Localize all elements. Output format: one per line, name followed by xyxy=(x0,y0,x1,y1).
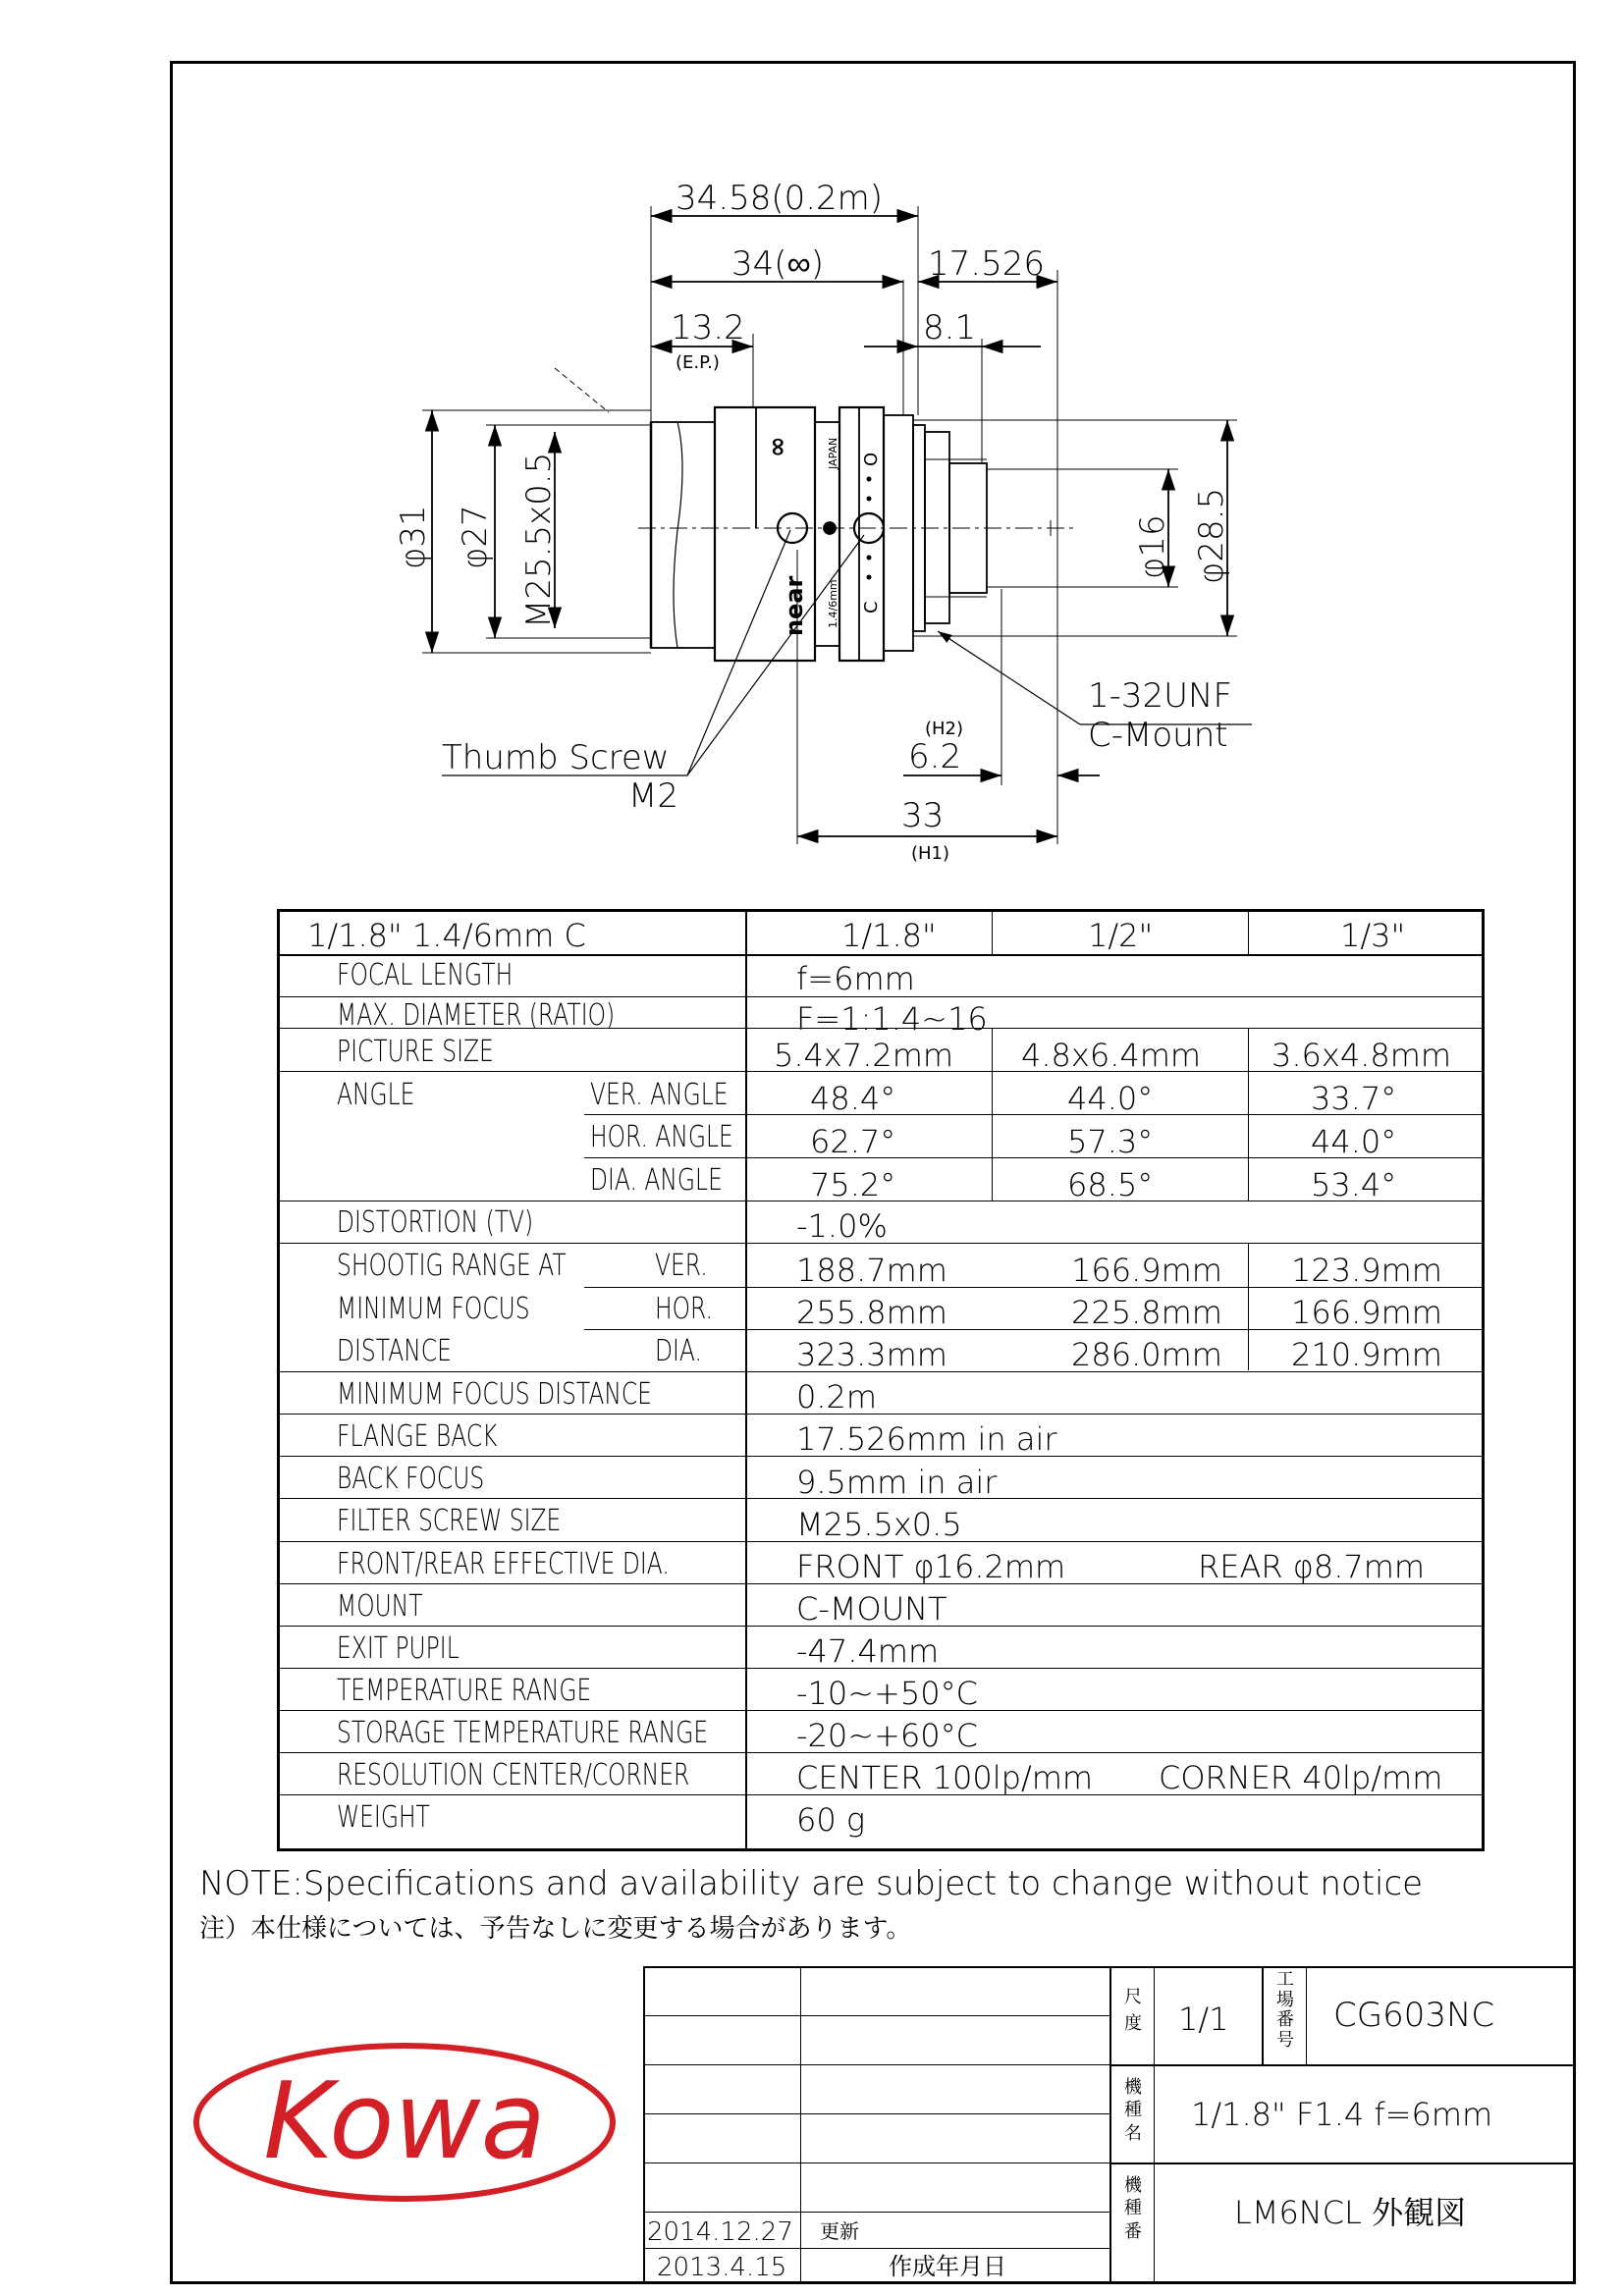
dim-phi16: φ16 xyxy=(1133,514,1172,579)
pic-1-3: 3.6x4.8mm xyxy=(1271,1037,1452,1074)
dim-8-1: 8.1 xyxy=(923,308,977,347)
srv-1-2: 166.9mm xyxy=(1071,1252,1222,1289)
dia-1-2: 68.5° xyxy=(1067,1166,1154,1203)
focal-label: FOCAL LENGTH xyxy=(337,958,514,992)
pic-1-2: 4.8x6.4mm xyxy=(1021,1037,1202,1074)
ver-1-3: 33.7° xyxy=(1311,1080,1397,1117)
ver-1-2: 44.0° xyxy=(1067,1080,1154,1117)
pic-label: PICTURE SIZE xyxy=(337,1035,494,1069)
near-mark: near xyxy=(781,575,808,636)
dia-angle-label: DIA. ANGLE xyxy=(590,1163,723,1198)
fs-value: M25.5x0.5 xyxy=(796,1506,962,1543)
stor-label: STORAGE TEMPERATURE RANGE xyxy=(337,1716,709,1750)
aperture-mark: 1.4/6mm xyxy=(827,579,839,628)
focal-value: f=6mm xyxy=(796,960,915,997)
note-japanese: 注）本仕様については、予告なしに変更する場合があります。 xyxy=(199,1914,912,1944)
ver-1-1-8: 48.4° xyxy=(810,1080,896,1117)
dim-13-2: 13.2 xyxy=(671,308,745,347)
factory-value: CG603NC xyxy=(1333,1996,1495,2035)
fb-label: FLANGE BACK xyxy=(337,1419,498,1454)
date-updated-label: 更新 xyxy=(820,2219,859,2243)
angle-label: ANGLE xyxy=(337,1078,415,1112)
dim-ep: (E.P.) xyxy=(676,352,720,373)
dim-17-526: 17.526 xyxy=(928,244,1045,284)
dim-c-mount: C-Mount xyxy=(1088,716,1228,755)
srh-1-1-8: 255.8mm xyxy=(796,1294,947,1331)
model-value: 1/1.8" F1.4 f=6mm xyxy=(1191,2096,1493,2133)
shoot-range-label-2: MINIMUM FOCUS xyxy=(337,1292,530,1326)
srh-1-3: 166.9mm xyxy=(1291,1294,1442,1331)
scale-label: 尺度 xyxy=(1124,1987,1142,2034)
title-block xyxy=(643,1966,1576,2284)
dim-m25: M25.5x0.5 xyxy=(519,452,559,628)
kowa-logo xyxy=(191,2042,619,2204)
fr-rear-value: REAR φ8.7mm xyxy=(1198,1548,1426,1585)
sr-hor-label: HOR. xyxy=(655,1292,713,1326)
number-label: 機種番 xyxy=(1124,2175,1142,2242)
bf-label: BACK FOCUS xyxy=(337,1462,485,1496)
ver-angle-label: VER. ANGLE xyxy=(590,1078,729,1112)
stor-value: -20~+60°C xyxy=(796,1717,978,1754)
infinity-mark: ∞ xyxy=(763,436,792,457)
header-1-3: 1/3" xyxy=(1340,917,1406,954)
dim-h1: (H1) xyxy=(911,843,950,864)
hor-1-3: 44.0° xyxy=(1311,1123,1397,1160)
o-mark: O xyxy=(861,452,882,466)
weight-value: 60 g xyxy=(796,1801,866,1839)
dia-1-3: 53.4° xyxy=(1311,1166,1397,1203)
weight-label: WEIGHT xyxy=(337,1800,430,1835)
mount-label: MOUNT xyxy=(337,1589,423,1624)
date-updated: 2014.12.27 xyxy=(647,2217,793,2247)
mount-value: C-MOUNT xyxy=(796,1590,947,1628)
dim-h2: (H2) xyxy=(925,719,964,739)
srv-1-3: 123.9mm xyxy=(1291,1252,1442,1289)
shoot-range-label-1: SHOOTIG RANGE AT xyxy=(337,1249,567,1283)
hor-angle-label: HOR. ANGLE xyxy=(590,1120,733,1154)
header-1-2: 1/2" xyxy=(1088,917,1154,954)
sr-ver-label: VER. xyxy=(655,1249,708,1283)
distortion-value: -1.0% xyxy=(796,1207,888,1245)
distortion-label: DISTORTION (TV) xyxy=(337,1205,534,1240)
date-created-label: 作成年月日 xyxy=(889,2253,1006,2280)
mfd-value: 0.2m xyxy=(796,1378,878,1415)
factory-label: 工場番号 xyxy=(1276,1969,1294,2052)
dia-1-1-8: 75.2° xyxy=(810,1166,896,1203)
res-label: RESOLUTION CENTER/CORNER xyxy=(337,1758,690,1792)
logo-text: Kowa xyxy=(263,2060,546,2183)
c-mark: C xyxy=(861,601,882,614)
note-english: NOTE:Specifications and availability are subject to change without notice xyxy=(199,1864,1424,1903)
japan-mark: JAPAN xyxy=(827,437,839,469)
dim-1-32unf: 1-32UNF xyxy=(1088,676,1233,716)
bf-value: 9.5mm in air xyxy=(796,1464,998,1501)
exit-value: -47.4mm xyxy=(796,1632,940,1670)
srd-1-3: 210.9mm xyxy=(1291,1336,1442,1373)
m2-label: M2 xyxy=(628,776,678,816)
dim-phi28-5: φ28.5 xyxy=(1192,487,1231,584)
exit-label: EXIT PUPIL xyxy=(337,1631,460,1666)
temp-label: TEMPERATURE RANGE xyxy=(337,1674,592,1708)
srh-1-2: 225.8mm xyxy=(1071,1294,1222,1331)
thumb-screw-label: Thumb Screw xyxy=(442,738,670,777)
res-center-value: CENTER 100lp/mm xyxy=(796,1759,1094,1796)
maxdia-label: MAX. DIAMETER (RATIO) xyxy=(337,998,616,1033)
temp-value: -10~+50°C xyxy=(796,1675,978,1712)
maxdia-value: F=1:1.4~16 xyxy=(796,1000,988,1038)
fr-label: FRONT/REAR EFFECTIVE DIA. xyxy=(337,1547,670,1581)
hor-1-1-8: 62.7° xyxy=(810,1123,896,1160)
dim-phi31: φ31 xyxy=(394,505,433,569)
dim-phi27: φ27 xyxy=(456,505,495,569)
number-value: LM6NCL 外観図 xyxy=(1234,2194,1467,2231)
model-label: 機種名 xyxy=(1124,2077,1142,2144)
lens-drawing xyxy=(0,0,1623,903)
res-corner-value: CORNER 40lp/mm xyxy=(1159,1759,1443,1796)
fb-value: 17.526mm in air xyxy=(796,1420,1057,1458)
srv-1-1-8: 188.7mm xyxy=(796,1252,947,1289)
mfd-label: MINIMUM FOCUS DISTANCE xyxy=(337,1377,652,1412)
pic-1-1-8: 5.4x7.2mm xyxy=(774,1037,954,1074)
dim-34-58: 34.58(0.2m) xyxy=(676,179,884,218)
dim-34: 34(∞) xyxy=(731,244,825,284)
scale-value: 1/1 xyxy=(1178,2001,1229,2038)
sr-dia-label: DIA. xyxy=(655,1334,702,1368)
header-lens: 1/1.8" 1.4/6mm C xyxy=(307,917,586,954)
fr-front-value: FRONT φ16.2mm xyxy=(796,1548,1066,1585)
header-1-1-8: 1/1.8" xyxy=(841,917,937,954)
dim-6-2: 6.2 xyxy=(908,737,962,776)
hor-1-2: 57.3° xyxy=(1067,1123,1154,1160)
srd-1-1-8: 323.3mm xyxy=(796,1336,947,1373)
fs-label: FILTER SCREW SIZE xyxy=(337,1504,562,1538)
shoot-range-label-3: DISTANCE xyxy=(337,1334,452,1368)
srd-1-2: 286.0mm xyxy=(1071,1336,1222,1373)
spec-table xyxy=(277,909,1485,1851)
date-created: 2013.4.15 xyxy=(657,2253,787,2282)
dim-33: 33 xyxy=(901,796,945,835)
